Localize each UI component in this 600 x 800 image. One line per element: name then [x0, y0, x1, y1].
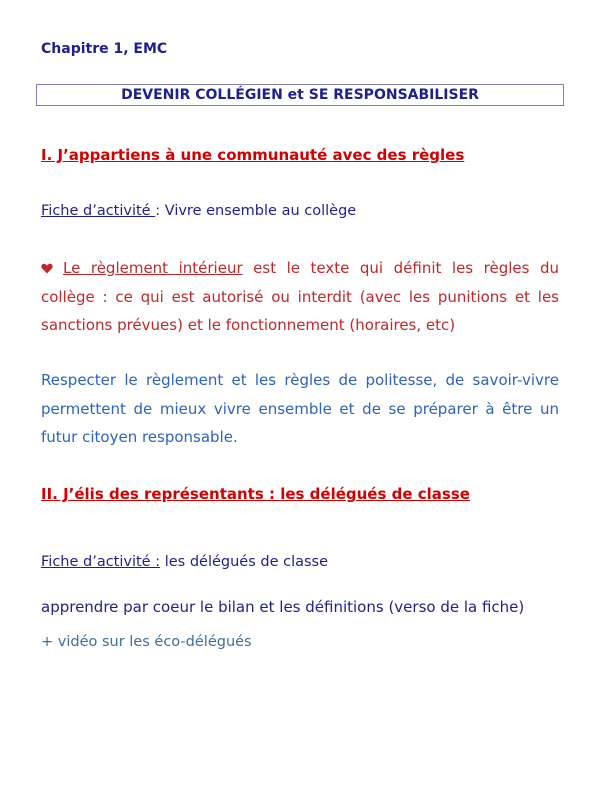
heart-icon — [41, 263, 55, 274]
section-2-fiche-line — [41, 554, 328, 570]
fiche-text: les délégués de classe — [160, 554, 329, 570]
respect-paragraph: Respecter le règlement et les règles de politesse, de savoir-vivre permettent de mieux vivre ensemble et de se préparer à être un futur citoyen responsable. — [41, 371, 559, 446]
main-title: DEVENIR COLLÉGIEN et SE RESPONSABILISER — [121, 87, 479, 103]
fiche-label: Fiche d’activité — [41, 203, 156, 219]
video-note: + vidéo sur les éco-délégués — [41, 634, 252, 650]
fiche-text: : Vivre ensemble au collège — [155, 203, 357, 219]
section-1-heading: I. J’appartiens à une communauté avec des règles — [41, 146, 465, 164]
reglement-text: est le texte qui définit les règles du collège : ce qui est autorisé ou interdit (avec les punitions et les sanctions prévues) et le fonctionnement (horaires, etc) — [41, 259, 559, 334]
main-title-box — [36, 84, 564, 106]
reglement-link: Le règlement intérieur — [63, 259, 243, 277]
learn-instruction: apprendre par coeur le bilan et les définitions (verso de la fiche) — [41, 598, 525, 616]
reglement-paragraph — [41, 254, 559, 340]
section-1-fiche-line — [41, 203, 356, 219]
section-2-heading: II. J’élis des représentants : les délégués de classe — [41, 485, 470, 503]
fiche-label: Fiche d’activité : — [41, 554, 161, 570]
chapter-title: Chapitre 1, EMC — [41, 41, 168, 57]
